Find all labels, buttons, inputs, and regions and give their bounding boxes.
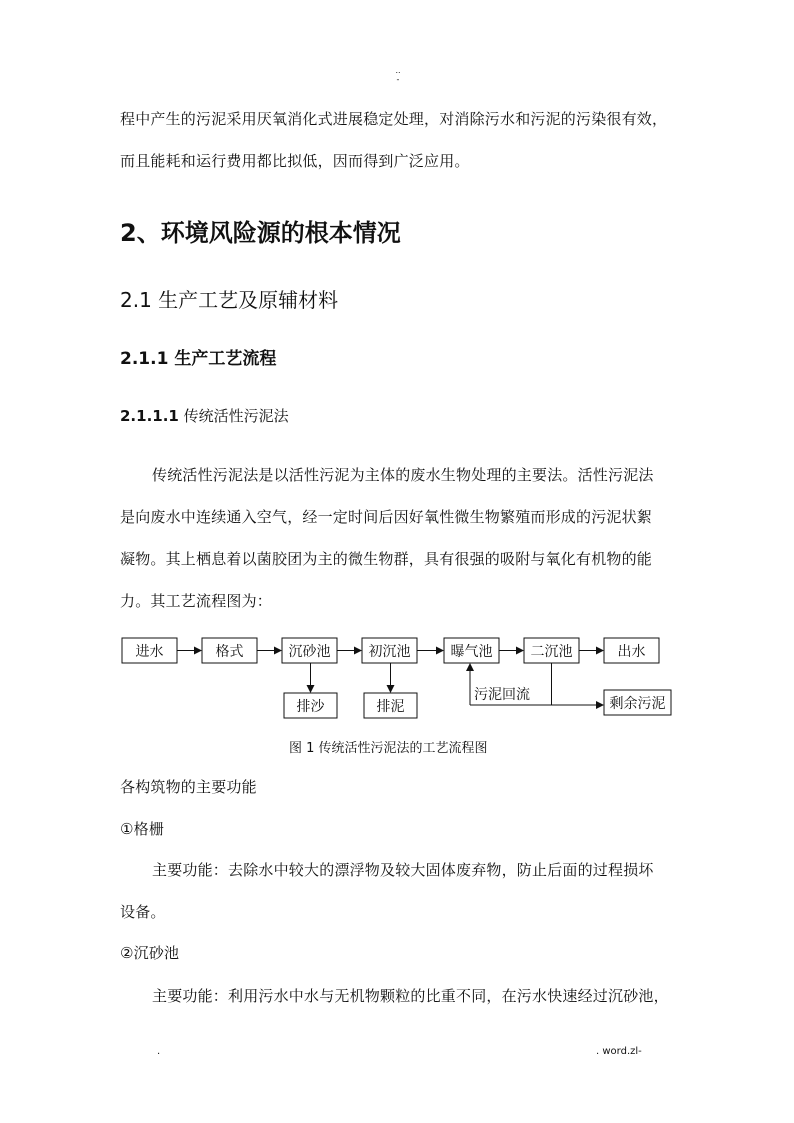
item-1-title: ①格栅 (120, 820, 165, 838)
flow-box-inlet (122, 638, 177, 663)
flow-label-inlet: 进水 (135, 644, 164, 660)
flow-box-secondary-clarifier (524, 638, 579, 663)
flow-box-excess-sludge (604, 690, 671, 715)
section-heading-2: 2、环境风险源的根本情况 (120, 219, 401, 247)
footer-left-mark: . (157, 1046, 161, 1057)
header-mark-1: .. (395, 66, 401, 75)
heading-title: 传统活性污泥法 (183, 407, 289, 425)
body-line-2: 是向废水中连续通入空气，经一定时间后因好氧性微生物繁殖而形成的污泥状絮 (120, 508, 653, 526)
body-line-3: 凝物。其上栖息着以菌胶团为主的微生物群，具有很强的吸附与氧化有机物的能 (120, 550, 653, 568)
flow-box-screen (202, 638, 257, 663)
flow-label-screen: 格式 (215, 644, 244, 660)
item-2-title: ②沉砂池 (120, 944, 180, 962)
intro-line-1: 程中产生的污泥采用厌氧消化式进展稳定处理，对消除污水和污泥的污染很有效， (120, 110, 668, 128)
body-line-1: 传统活性污泥法是以活性污泥为主体的废水生物处理的主要法。活性污泥法 (152, 466, 654, 484)
flow-box-primary-clarifier (362, 638, 417, 663)
body-line-4: 力。其工艺流程图为： (120, 592, 273, 610)
flow-label-sludge-discharge: 排泥 (376, 699, 405, 715)
flow-label-outlet: 出水 (617, 644, 646, 660)
flow-label-primary-clarifier: 初沉池 (368, 644, 411, 660)
section-heading-2-1-1: 2.1.1 生产工艺流程 (120, 349, 277, 369)
item-1-desc-line-1: 主要功能：去除水中较大的漂浮物及较大固体废弃物，防止后面的过程损坏 (152, 861, 654, 879)
item-1-desc-line-2: 设备。 (120, 903, 166, 921)
header-mark-2: - (396, 75, 400, 84)
flow-label-grit-chamber: 沉砂池 (288, 644, 331, 660)
flow-box-sand-discharge (284, 693, 337, 718)
functions-heading: 各构筑物的主要功能 (120, 778, 257, 796)
intro-line-2: 而且能耗和运行费用都比拟低，因而得到广泛应用。 (120, 152, 470, 170)
flow-label-secondary-clarifier: 二沉池 (530, 644, 573, 660)
footer-right-mark: . word.zl- (596, 1046, 642, 1057)
heading-number: 2.1.1.1 (120, 407, 179, 425)
flow-label-aeration-tank: 曝气池 (450, 644, 493, 660)
flow-box-outlet (604, 638, 659, 663)
process-flowchart (0, 620, 794, 730)
flow-label-sand-discharge: 排沙 (296, 699, 325, 715)
flow-box-sludge-discharge (364, 693, 417, 718)
figure-caption: 图 1 传统活性污泥法的工艺流程图 (289, 741, 488, 756)
item-2-desc-line-1: 主要功能：利用污水中水与无机物颗粒的比重不同，在污水快速经过沉砂池， (152, 987, 669, 1005)
section-heading-2-1: 2.1 生产工艺及原辅材料 (120, 288, 339, 312)
flow-box-grit-chamber (282, 638, 337, 663)
flow-box-aeration-tank (444, 638, 499, 663)
section-heading-2-1-1-1 (120, 405, 289, 426)
flow-label-excess-sludge: 剩余污泥 (609, 696, 666, 712)
flow-return-sludge-label: 污泥回流 (474, 687, 530, 703)
page-header-marks (393, 66, 403, 84)
